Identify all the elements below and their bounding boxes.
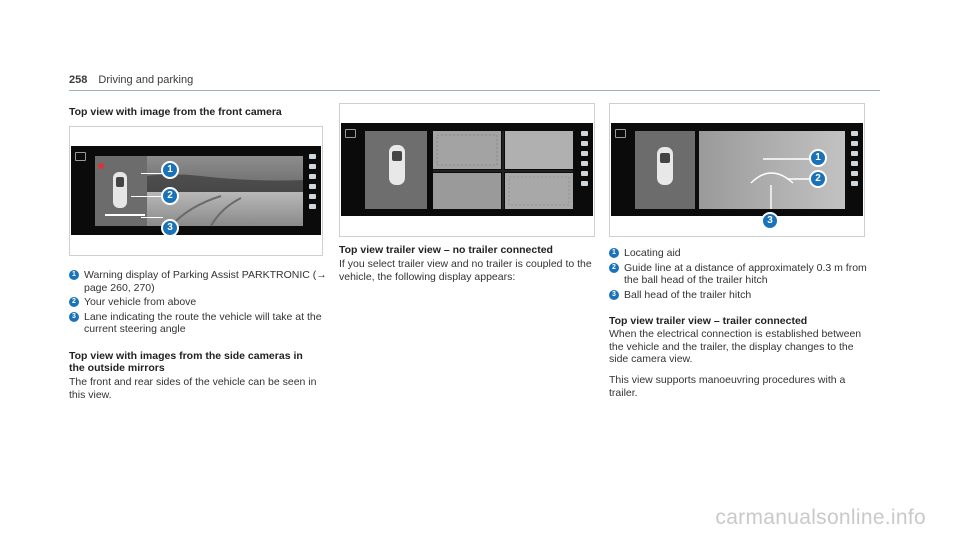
- list-item: 3 Ball head of the trailer hitch: [609, 289, 869, 302]
- trailer-icon: [581, 171, 588, 176]
- page-number: 258: [69, 74, 88, 86]
- trailer-icon: [851, 171, 858, 176]
- view-icon: [851, 141, 858, 146]
- col1-heading: Top view with image from the front camera: [69, 106, 282, 118]
- callout-2: 2: [809, 170, 827, 188]
- side-toolbar: [851, 131, 858, 191]
- col3-paragraph-2: This view supports manoeuvring procedures with a trailer.: [609, 374, 846, 399]
- col2-heading: Top view trailer view – no trailer connected: [339, 244, 553, 256]
- list-item: 1 Warning display of Parking Assist PARKTRONIC (→ page 260, 270): [69, 269, 327, 294]
- list-item: 3 Lane indicating the route the vehicle will take at the current steering angle: [69, 311, 327, 336]
- col3-legend: [609, 247, 869, 303]
- sensor-icon: [309, 174, 316, 179]
- callout-3: 3: [761, 212, 779, 230]
- settings-icon: [851, 181, 858, 186]
- trailer-icon: [309, 194, 316, 199]
- car-icon: [581, 161, 588, 166]
- app-logo-icon: [345, 129, 356, 138]
- callout-line-2: [131, 196, 161, 197]
- list-item: 2 Guide line at a distance of approximately 0.3 m from the ball head of the trailer hitch: [609, 262, 869, 287]
- app-logo-icon: [75, 152, 86, 161]
- trailer-connected-figure: [609, 103, 865, 237]
- header-divider: [69, 90, 880, 91]
- badge: 3: [609, 290, 619, 300]
- car-icon: [309, 184, 316, 189]
- view-icon: [581, 141, 588, 146]
- badge: 2: [609, 263, 619, 273]
- badge: 1: [69, 270, 79, 280]
- col3-paragraph-1: When the electrical connection is established between the vehicle and the trailer, the display changes to the side camera view.: [609, 328, 862, 365]
- settings-icon: [581, 181, 588, 186]
- camera-icon: [581, 131, 588, 136]
- trailer-connected-image: [611, 123, 863, 216]
- badge: 3: [69, 312, 79, 322]
- camera-icon: [309, 154, 316, 159]
- callout-line-3: [141, 217, 163, 218]
- settings-icon: [309, 204, 316, 209]
- callout-1: 1: [809, 149, 827, 167]
- car-icon: [851, 161, 858, 166]
- app-logo-icon: [615, 129, 626, 138]
- view-icon: [309, 164, 316, 169]
- col1-paragraph: The front and rear sides of the vehicle can be seen in this view.: [69, 376, 317, 401]
- section-title: Driving and parking: [98, 74, 194, 86]
- side-toolbar: [581, 131, 588, 191]
- list-item: 1 Locating aid: [609, 247, 869, 260]
- front-camera-image: [71, 146, 321, 235]
- badge: 2: [69, 297, 79, 307]
- trailer-view-figure: [339, 103, 595, 237]
- callout-1: 1: [161, 161, 179, 179]
- trailer-view-screen: [341, 123, 593, 216]
- trailer-view-image: [341, 123, 593, 216]
- camera-icon: [851, 131, 858, 136]
- col1-heading2: Top view with images from the side cameras in the outside mirrors: [69, 350, 303, 374]
- callout-line-1: [141, 173, 163, 174]
- callout-2: 2: [161, 187, 179, 205]
- front-camera-figure: [69, 126, 323, 256]
- col2-paragraph: If you select trailer view and no trailer is coupled to the vehicle, the following display appears:: [339, 258, 592, 283]
- page-header: [69, 74, 193, 86]
- col3-heading: Top view trailer view – trailer connected: [609, 315, 808, 327]
- front-camera-screen: [71, 146, 321, 235]
- callout-3: 3: [161, 219, 179, 237]
- side-toolbar: [309, 154, 316, 214]
- sensor-icon: [581, 151, 588, 156]
- list-item: 2 Your vehicle from above: [69, 296, 327, 309]
- trailer-connected-screen: [611, 123, 863, 216]
- sensor-icon: [851, 151, 858, 156]
- col1-legend: [69, 269, 327, 338]
- watermark: carmanualsonline.info: [715, 506, 926, 529]
- badge: 1: [609, 248, 619, 258]
